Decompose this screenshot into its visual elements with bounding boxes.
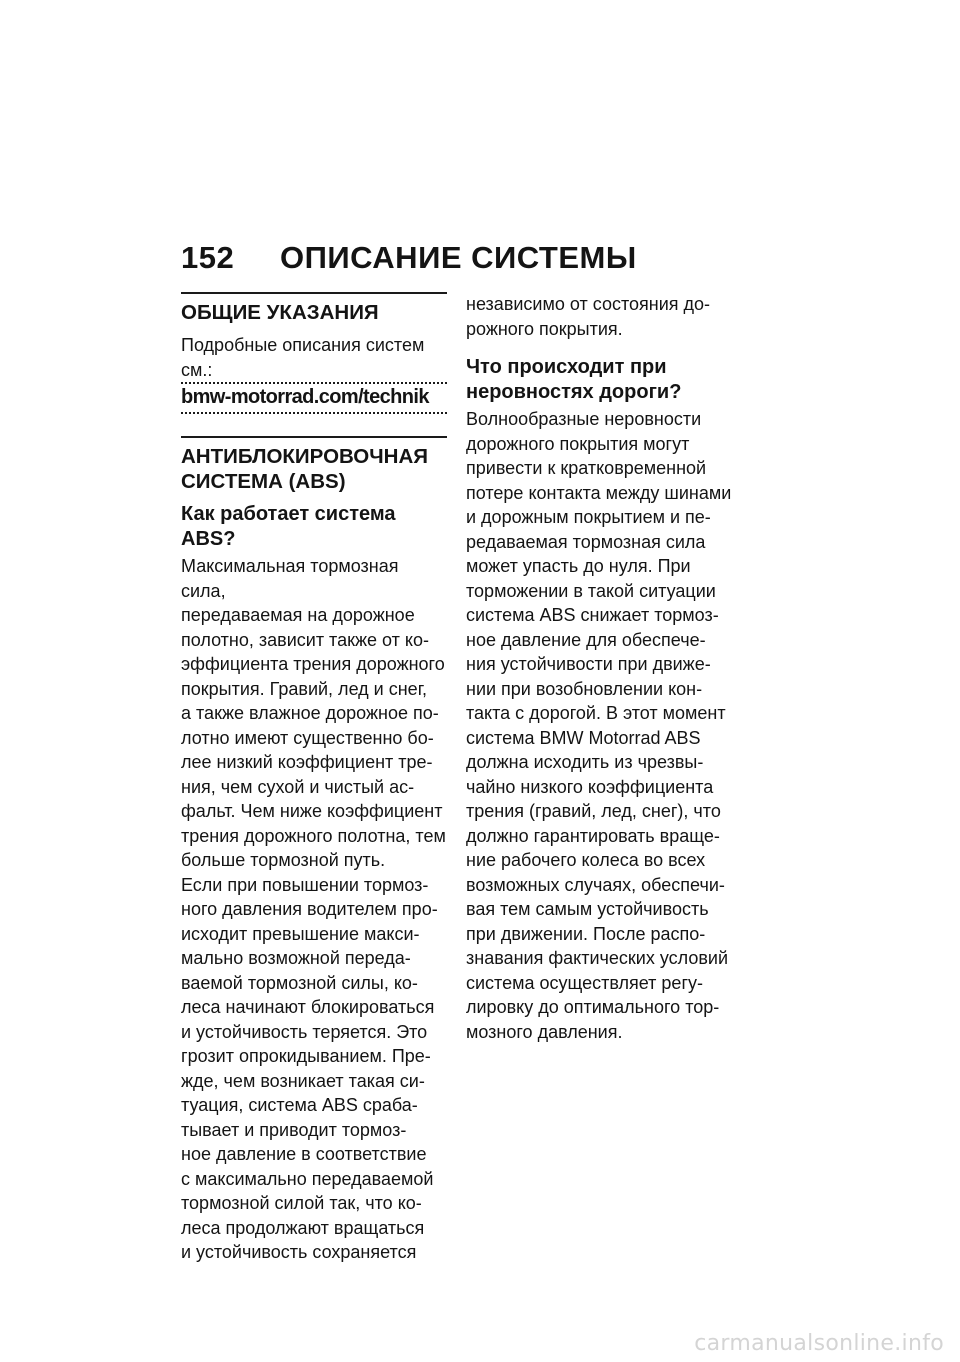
general-section-heading: ОБЩИЕ УКАЗАНИЯ [181, 301, 379, 324]
page-number: 152 [181, 240, 235, 275]
abs-paragraph-continuation: независимо от состояния до- рожного покрытия. [466, 294, 711, 339]
section-rule [181, 292, 447, 294]
abs-how-it-works-heading: Как работает система ABS? [181, 503, 396, 550]
general-description: Подробные описания систем [181, 335, 425, 355]
see-reference: см.: [181, 358, 447, 385]
section-rule [181, 436, 447, 438]
uneven-road-heading-line2: неровностях дороги? [466, 381, 682, 403]
uneven-road-paragraph: Волнообразные неровности дорожного покрытия могут привести к кратковременной потере контакта между шинами и дорожным покрытием и пе- редаваемая тормозная сила может упасть до нуля. При торможении в такой ситуации система ABS снижает тормоз- ное давление для обеспече- ния устойчивости при движе- нии при возобновлении кон- такта с дорогой. В этот момент система BMW Motorrad ABS должна исходить из чрезвы- чайно низкого коэффициента трения (гравий, лед, снег), что должно гарантировать враще- ние рабочего колеса во всех возможных случаях, обеспечи- вая тем самым устойчивость при движении. После распо- знавания фактических условий система осуществляет регу- лировку до оптимального тор- мозного давления. [466, 409, 732, 1042]
abs-paragraph-friction: Максимальная тормозная сила, передаваемая на дорожное полотно, зависит также от ко- эффициента трения дорожного покрытия. Гравий, лед и снег, а также влажное дорожное по- лотно имеют существенно бо- лее низкий коэффициент тре- ния, чем сухой и чистый ас- фальт. Чем ниже коэффициент трения дорожного полотна, тем больше тормозной путь. [181, 556, 446, 870]
page-title: ОПИСАНИЕ СИСТЕМЫ [280, 240, 637, 275]
abs-paragraph-lockup: Если при повышении тормоз- ного давления водителем про- исходит превышение макси- мально возможной переда- ваемой тормозной силы, ко- леса начинают блокироваться и устойчивость теряется. Это грозит опрокидыванием. Пре- жде, чем возникает такая си- туация, система ABS сраба- тывает и приводит тормоз- ное давление в соответствие с максимально передаваемой тормозной силой так, что ко- леса продолжают вращаться и устойчивость сохраняется [181, 874, 438, 1262]
page-header [181, 240, 881, 280]
uneven-road-heading-line1: Что происходит при [466, 356, 667, 378]
technik-link[interactable]: bmw-motorrad.com/technik [181, 384, 447, 414]
left-column [181, 292, 447, 1265]
watermark: carmanualsonline.info [694, 1331, 944, 1356]
right-column [466, 292, 732, 1044]
abs-section-heading-line1: АНТИБЛОКИРОВОЧНАЯ [181, 445, 429, 468]
abs-section-heading-line2: СИСТЕМА (ABS) [181, 470, 346, 493]
